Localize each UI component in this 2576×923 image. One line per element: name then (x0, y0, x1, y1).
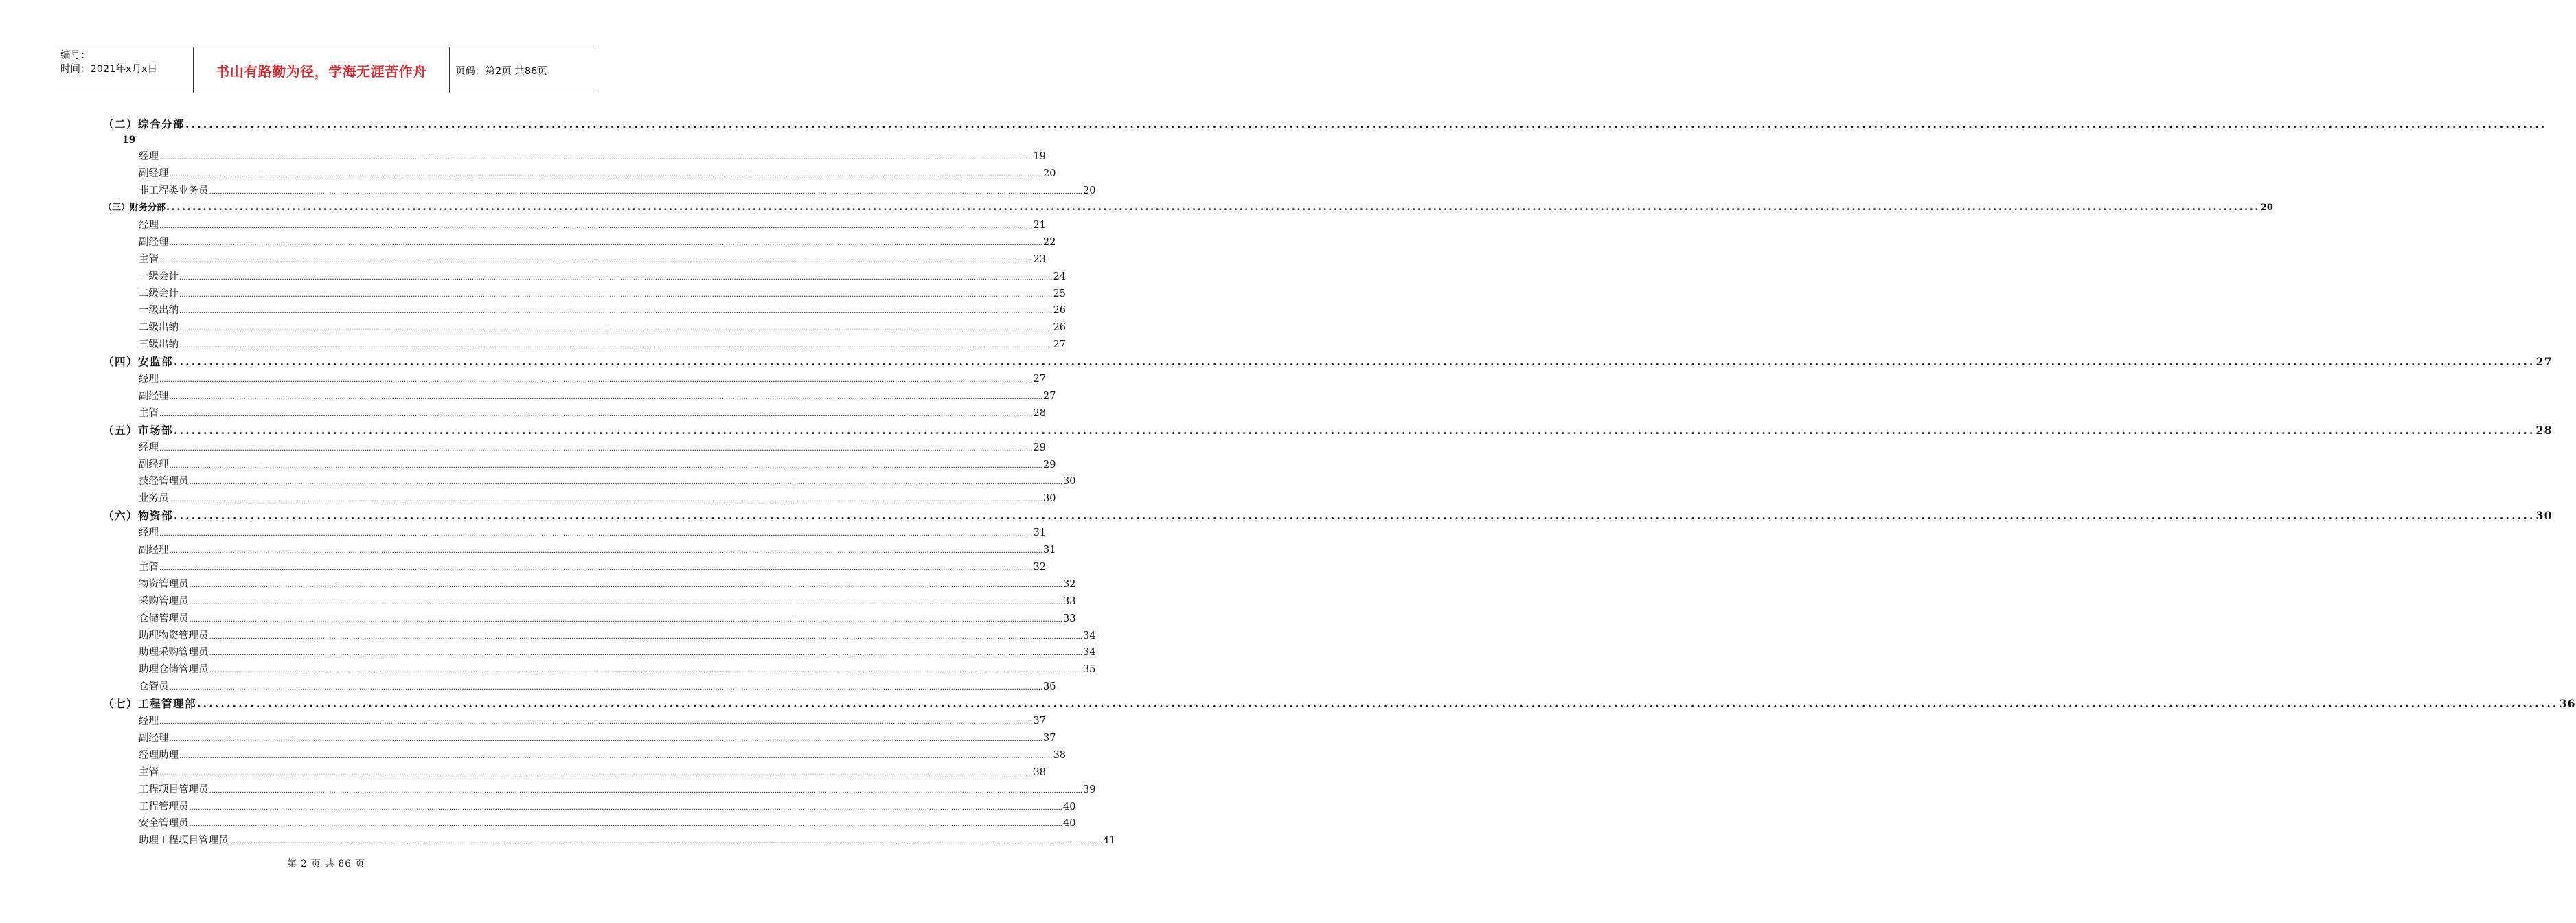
toc-leader-dots: ................................................................................................................................................................................................................................................................................................................................................................................................................ (159, 564, 1033, 572)
toc-leader-dots: ................................................................................................................................................................................................................................................................................................................................................................................................................ (189, 615, 1062, 624)
toc-leader-dots: ................................................................................................................................................................................................................................................................................................................................................................................................................ (209, 633, 1082, 641)
toc-label: （七）工程管理部 (103, 697, 197, 711)
toc-entry-row[interactable] (139, 473, 1076, 488)
toc-page-number: 28 (1033, 407, 1046, 419)
toc-leader-dots: ................................................................................................................................................................................................................................................................................................................................................................................................................ (197, 697, 2559, 711)
toc-entry-row[interactable] (139, 782, 1096, 796)
toc-leader-dots: ................................................................................................................................................................................................................................................................................................................................................................................................................ (159, 718, 1033, 726)
toc-page-number: 22 (1042, 236, 1056, 248)
toc-page-number: 36 (2559, 697, 2576, 711)
toc-page-number: 32 (1062, 578, 1076, 590)
toc-entry-row[interactable] (139, 440, 1046, 454)
toc-entry-row[interactable] (139, 166, 1056, 180)
toc-page-number: 32 (1033, 561, 1046, 573)
toc-label: 副经理 (139, 168, 169, 180)
toc-entry-row[interactable] (139, 542, 1056, 556)
toc-page-number: 37 (1033, 716, 1046, 727)
toc-entry-row[interactable] (139, 644, 1096, 659)
toc-label: 工程项目管理员 (139, 784, 209, 795)
toc-entry-row[interactable] (139, 319, 1066, 334)
toc-label: 技经管理员 (139, 476, 189, 488)
toc-entry-row[interactable] (139, 217, 1046, 231)
toc-label: 经理助理 (139, 749, 179, 761)
toc-entry-row[interactable] (139, 388, 1056, 402)
toc-entry-row[interactable] (139, 251, 1046, 266)
toc-page-number: 25 (1053, 288, 1066, 299)
toc-page-number: 37 (1042, 732, 1056, 744)
toc-leader-dots: ................................................................................................................................................................................................................................................................................................................................................................................................................ (189, 479, 1062, 487)
toc-label: 一级出纳 (139, 305, 179, 317)
toc-label: 经理 (139, 151, 159, 163)
toc-entry-row[interactable] (139, 269, 1066, 283)
toc-section-row[interactable] (103, 422, 2553, 437)
toc-label: 采购管理员 (139, 595, 189, 607)
header-motto: 书山有路勤为径，学海无涯苦作舟 (194, 47, 450, 93)
toc-label: 助理仓储管理员 (139, 664, 209, 676)
toc-leader-dots: ................................................................................................................................................................................................................................................................................................................................................................................................................ (169, 735, 1042, 743)
toc-page-number: 33 (1062, 595, 1076, 607)
toc-section-row[interactable] (103, 508, 2553, 523)
toc-label: 主管 (139, 561, 159, 573)
toc-page-number: 23 (1033, 253, 1046, 265)
toc-label: （五）市场部 (103, 423, 174, 437)
toc-entry-row[interactable] (139, 183, 1096, 197)
toc-label: 主管 (139, 766, 159, 778)
toc-entry-row[interactable] (139, 815, 1076, 830)
toc-entry-row[interactable] (139, 679, 1056, 693)
toc-entry-row[interactable] (139, 661, 1096, 676)
toc-leader-dots: ................................................................................................................................................................................................................................................................................................................................................................................................................ (189, 581, 1062, 589)
toc-page-number: 34 (1082, 647, 1096, 659)
toc-entry-row[interactable] (139, 593, 1076, 608)
toc-entry-row[interactable] (139, 525, 1046, 539)
toc-leader-dots: ................................................................................................................................................................................................................................................................................................................................................................................................................ (169, 171, 1042, 179)
toc-label: 副经理 (139, 545, 169, 556)
toc-entry-row[interactable] (139, 148, 1046, 163)
toc-label: 业务员 (139, 493, 169, 505)
toc-label: 物资管理员 (139, 578, 189, 590)
toc-leader-dots: ................................................................................................................................................................................................................................................................................................................................................................................................................ (209, 188, 1082, 196)
toc-page-number: 19 (122, 135, 136, 146)
toc-label: 仓储管理员 (139, 613, 189, 624)
toc-label: 副经理 (139, 390, 169, 402)
toc-leader-dots: ................................................................................................................................................................................................................................................................................................................................................................................................................ (159, 256, 1033, 264)
toc-page-number: 31 (1042, 545, 1056, 556)
header-page-info: 页码：第2页 共86页 (455, 65, 547, 77)
toc-label: （四）安监部 (103, 355, 174, 369)
toc-entry-row[interactable] (139, 490, 1056, 505)
toc-leader-dots: ................................................................................................................................................................................................................................................................................................................................................................................................................ (169, 461, 1042, 470)
toc-leader-dots: ................................................................................................................................................................................................................................................................................................................................................................................................................ (159, 222, 1033, 230)
toc-label: 仓管员 (139, 681, 169, 693)
toc-leader-dots: ................................................................................................................................................................................................................................................................................................................................................................................................................ (209, 650, 1082, 658)
toc-page-number: 24 (1053, 271, 1066, 282)
toc-label: 经理 (139, 716, 159, 727)
toc-entry-row[interactable] (139, 576, 1076, 591)
toc-label: （六）物资部 (103, 509, 174, 523)
toc-section-row[interactable] (103, 200, 2273, 213)
toc-leader-dots: ................................................................................................................................................................................................................................................................................................................................................................................................................ (174, 355, 2535, 369)
toc-page-number: 41 (1102, 835, 1116, 847)
toc-entry-row[interactable] (139, 286, 1066, 300)
toc-section-row[interactable] (103, 696, 2576, 711)
toc-label: 一级会计 (139, 271, 179, 282)
toc-page-number: 26 (1053, 305, 1066, 317)
toc-leader-dots: ................................................................................................................................................................................................................................................................................................................................................................................................................ (174, 509, 2535, 523)
toc-label: 三级出纳 (139, 339, 179, 351)
toc-leader-dots: ................................................................................................................................................................................................................................................................................................................................................................................................................ (189, 821, 1062, 829)
toc-page-number: 29 (1033, 442, 1046, 453)
toc-leader-dots: ................................................................................................................................................................................................................................................................................................................................................................................................................ (229, 838, 1102, 846)
document-number-label: 编号： (60, 50, 91, 61)
toc-page-number: 40 (1062, 818, 1076, 830)
toc-page-number: 19 (1033, 151, 1046, 163)
toc-label: （二）综合分部 (103, 117, 185, 130)
toc-label: 副经理 (139, 459, 169, 470)
toc-page-number: 27 (1042, 390, 1056, 402)
toc-page-number: 40 (1062, 801, 1076, 812)
toc-entry-row[interactable] (139, 713, 1046, 727)
toc-page-number: 27 (1053, 339, 1066, 351)
toc-leader-dots: ................................................................................................................................................................................................................................................................................................................................................................................................................ (169, 239, 1042, 247)
toc-leader-dots: ................................................................................................................................................................................................................................................................................................................................................................................................................ (209, 667, 1082, 675)
toc-entry-row[interactable] (139, 730, 1056, 744)
toc-label: 助理工程项目管理员 (139, 835, 229, 847)
toc-page-number: 29 (1042, 459, 1056, 470)
toc-label: 工程管理员 (139, 801, 189, 812)
toc-entry-row[interactable] (139, 832, 1116, 847)
toc-leader-dots: ................................................................................................................................................................................................................................................................................................................................................................................................................ (166, 201, 2260, 213)
toc-entry-row[interactable] (139, 405, 1046, 420)
toc-leader-dots: ................................................................................................................................................................................................................................................................................................................................................................................................................ (159, 444, 1033, 453)
toc-leader-dots: ................................................................................................................................................................................................................................................................................................................................................................................................................ (159, 154, 1033, 162)
toc-leader-dots: ................................................................................................................................................................................................................................................................................................................................................................................................................ (179, 752, 1053, 760)
toc-entry-row[interactable] (139, 457, 1056, 471)
toc-page-number: 38 (1033, 766, 1046, 778)
toc-page-number: 27 (1033, 374, 1046, 385)
toc-label: 主管 (139, 407, 159, 419)
toc-label: 副经理 (139, 732, 169, 744)
toc-label: 助理采购管理员 (139, 647, 209, 659)
toc-page-number: 39 (1082, 784, 1096, 795)
toc-leader-dots: ................................................................................................................................................................................................................................................................................................................................................................................................................ (159, 410, 1033, 418)
toc-entry-row[interactable] (139, 337, 1066, 351)
toc-section-row[interactable] (103, 116, 2547, 131)
toc-label: 非工程类业务员 (139, 185, 209, 197)
toc-entry-row[interactable] (139, 559, 1046, 573)
toc-page-number: 26 (1053, 322, 1066, 334)
toc-leader-dots: ................................................................................................................................................................................................................................................................................................................................................................................................................ (209, 786, 1082, 795)
toc-leader-dots: ................................................................................................................................................................................................................................................................................................................................................................................................................ (169, 547, 1042, 555)
toc-page-number: 28 (2535, 423, 2553, 437)
toc-page-number: 30 (2535, 509, 2553, 523)
toc-label: 安全管理员 (139, 818, 189, 830)
page-footer: 第 2 页 共 86 页 (287, 858, 365, 869)
toc-entry-row[interactable] (139, 628, 1096, 642)
toc-label: 经理 (139, 374, 159, 385)
toc-leader-dots: ................................................................................................................................................................................................................................................................................................................................................................................................................ (179, 342, 1053, 350)
toc-page-number: 27 (2535, 355, 2553, 369)
toc-leader-dots: ................................................................................................................................................................................................................................................................................................................................................................................................................ (189, 598, 1062, 606)
toc-page-number: 30 (1042, 493, 1056, 505)
toc-leader-dots: ................................................................................................................................................................................................................................................................................................................................................................................................................ (179, 325, 1053, 333)
toc-label: 主管 (139, 253, 159, 265)
toc-leader-dots: ................................................................................................................................................................................................................................................................................................................................................................................................................ (179, 308, 1053, 316)
toc-page-number: 35 (1082, 664, 1096, 676)
toc-page-number: 21 (1033, 219, 1046, 231)
toc-page-number: 34 (1082, 630, 1096, 641)
toc-leader-dots: ................................................................................................................................................................................................................................................................................................................................................................................................................ (159, 769, 1033, 777)
toc-page-number: 20 (2260, 203, 2273, 213)
toc-leader-dots: ................................................................................................................................................................................................................................................................................................................................................................................................................ (169, 684, 1042, 692)
toc-label: 经理 (139, 527, 159, 539)
toc-page-number: 33 (1062, 613, 1076, 624)
toc-leader-dots: ................................................................................................................................................................................................................................................................................................................................................................................................................ (185, 117, 2547, 130)
toc-leader-dots: ................................................................................................................................................................................................................................................................................................................................................................................................................ (179, 290, 1053, 299)
toc-leader-dots: ................................................................................................................................................................................................................................................................................................................................................................................................................ (179, 273, 1053, 282)
toc-entry-row[interactable] (139, 371, 1046, 385)
toc-section-row[interactable] (103, 354, 2553, 369)
toc-entry-row[interactable] (139, 799, 1076, 813)
toc-leader-dots: ................................................................................................................................................................................................................................................................................................................................................................................................................ (174, 423, 2535, 437)
toc-page-number: 20 (1042, 168, 1056, 180)
toc-label: 经理 (139, 219, 159, 231)
toc-entry-row[interactable] (139, 747, 1066, 762)
toc-entry-row[interactable] (139, 611, 1076, 625)
document-time-label: 时间：2021年x月x日 (60, 64, 158, 75)
toc-page-number: 36 (1042, 681, 1056, 693)
toc-label: 二级出纳 (139, 322, 179, 334)
toc-label: （三）财务分部 (103, 203, 166, 213)
toc-leader-dots: ................................................................................................................................................................................................................................................................................................................................................................................................................ (159, 376, 1033, 384)
toc-label: 经理 (139, 442, 159, 453)
toc-leader-dots: ................................................................................................................................................................................................................................................................................................................................................................................................................ (169, 496, 1042, 504)
toc-leader-dots: ................................................................................................................................................................................................................................................................................................................................................................................................................ (169, 393, 1042, 401)
toc-leader-dots: ................................................................................................................................................................................................................................................................................................................................................................................................................ (159, 530, 1033, 538)
toc-label: 二级会计 (139, 288, 179, 299)
toc-entry-row[interactable] (139, 764, 1046, 779)
toc-entry-row[interactable] (139, 302, 1066, 317)
toc-leader-dots: ................................................................................................................................................................................................................................................................................................................................................................................................................ (189, 804, 1062, 812)
toc-label: 副经理 (139, 236, 169, 248)
toc-page-number: 20 (1082, 185, 1096, 197)
toc-label: 助理物资管理员 (139, 630, 209, 641)
toc-page-number: 31 (1033, 527, 1046, 539)
toc-page-number: 38 (1053, 749, 1066, 761)
toc-page-number: 30 (1062, 476, 1076, 488)
toc-entry-row[interactable] (139, 234, 1056, 249)
